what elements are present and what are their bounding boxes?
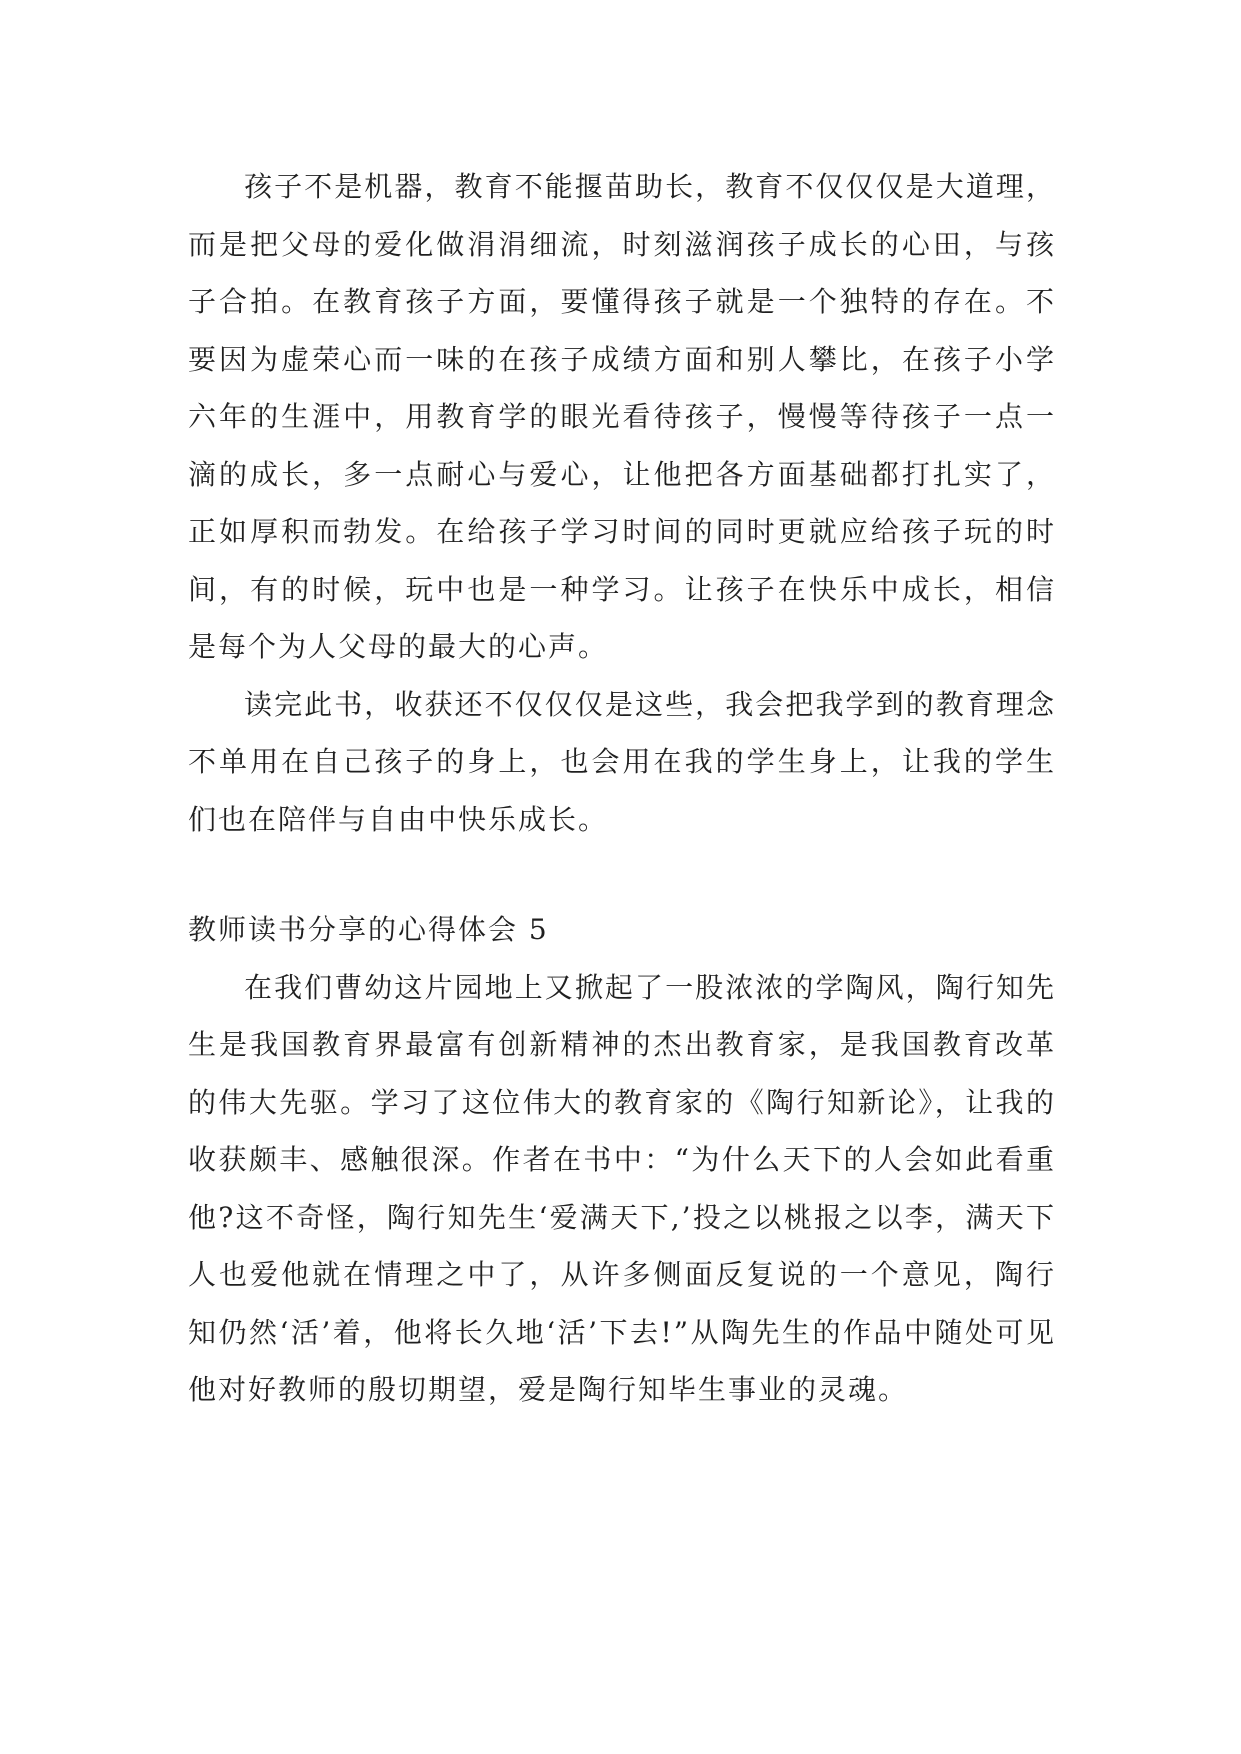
paragraph-children-growth: 孩子不是机器，教育不能揠苗助长，教育不仅仅仅是大道理，而是把父母的爱化做涓涓细流，时刻滋润孩子成长的心田，与孩子合拍。在教育孩子方面，要懂得孩子就是一个独特的存在。不要因为虚荣心而一味的在孩子成绩方面和别人攀比，在孩子小学六年的生涯中，用教育学的眼光看待孩子，慢慢等待孩子一点一滴的成长，多一点耐心与爱心，让他把各方面基础都打扎实了，正如厚积而勃发。在给孩子学习时间的同时更就应给孩子玩的时间，有的时候，玩中也是一种学习。让孩子在快乐中成长，相信是每个为人父母的最大的心声。 bbox=[188, 170, 1056, 663]
paragraph-reading-reflection: 读完此书，收获还不仅仅仅是这些，我会把我学到的教育理念不单用在自己孩子的身上，也会用在我的学生身上，让我的学生们也在陪伴与自由中快乐成长。 bbox=[188, 687, 1056, 836]
section-title: 教师读书分享的心得体会 5 bbox=[188, 913, 549, 946]
document-body bbox=[188, 158, 1056, 1419]
paragraph-tao-xingzhi: 在我们曹幼这片园地上又掀起了一股浓浓的学陶风，陶行知先生是我国教育界最富有创新精神的杰出教育家，是我国教育改革的伟大先驱。学习了这位伟大的教育家的《陶行知新论》，让我的收获颇丰、感触很深。作者在书中：“为什么天下的人会如此看重他?这不奇怪，陶行知先生‘爱满天下,’投之以桃报之以李，满天下人也爱他就在情理之中了，从许多侧面反复说的一个意见，陶行知仍然‘活’着，他将长久地‘活’下去!”从陶先生的作品中随处可见他对好教师的殷切期望，爱是陶行知毕生事业的灵魂。 bbox=[188, 970, 1056, 1406]
